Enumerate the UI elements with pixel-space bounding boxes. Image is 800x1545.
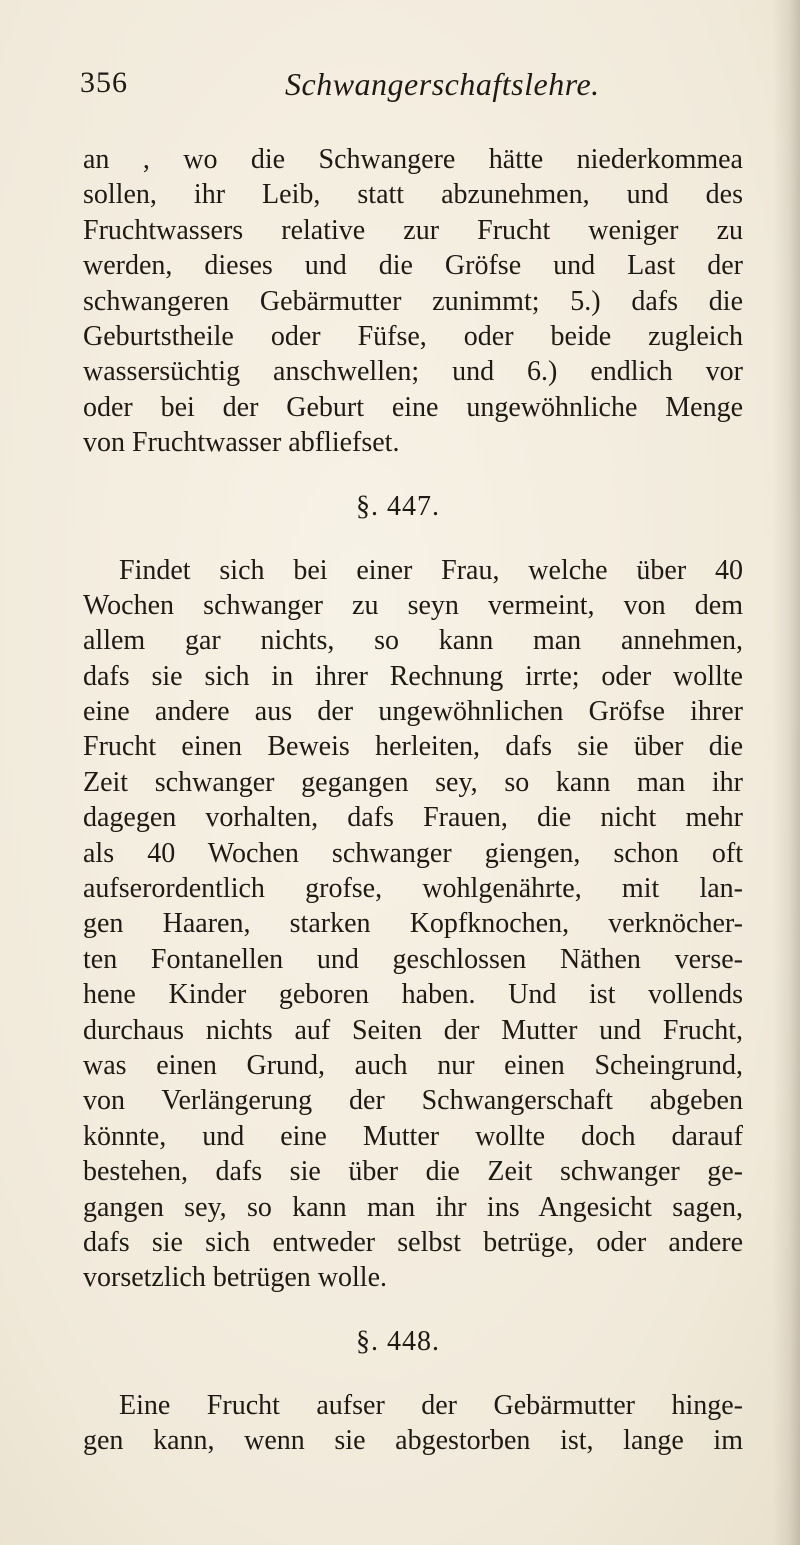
- text-line: dagegen vorhalten, dafs Frauen, die nicht mehr: [83, 802, 743, 834]
- section-heading-448: §. 448.: [356, 1325, 440, 1357]
- text-line: Wochen schwanger zu seyn vermeint, von dem: [83, 589, 743, 621]
- text-line: schwangeren Gebärmutter zunimmt; 5.) dafs die: [83, 285, 743, 317]
- text-line: gangen sey, so kann man ihr ins Angesicht sagen,: [83, 1191, 743, 1223]
- text-line: Findet sich bei einer Frau, welche über 40: [119, 554, 743, 586]
- body-text: [83, 142, 743, 1459]
- paragraph-1: [83, 142, 743, 461]
- text-line: werden, dieses und die Gröfse und Last der: [83, 250, 743, 282]
- text-line: an , wo die Schwangere hätte niederkommea: [83, 144, 743, 175]
- text-line: ten Fontanellen und geschlossen Näthen verse-: [83, 943, 743, 975]
- text-line: aufserordentlich grofse, wohlgenährte, mit lan-: [83, 873, 743, 905]
- text-line: was einen Grund, auch nur einen Scheingrund,: [83, 1049, 743, 1081]
- text-line: allem gar nichts, so kann man annehmen,: [83, 625, 743, 657]
- page-header: [80, 66, 740, 116]
- text-line: oder bei der Geburt eine ungewöhnliche Menge: [83, 391, 743, 423]
- text-line: könnte, und eine Mutter wollte doch darauf: [83, 1120, 743, 1152]
- text-line: sollen, ihr Leib, statt abzunehmen, und des: [83, 179, 743, 211]
- section-heading-447: §. 447.: [356, 490, 440, 522]
- text-line: als 40 Wochen schwanger giengen, schon oft: [83, 837, 743, 869]
- text-line: dafs sie sich entweder selbst betrüge, oder andere: [83, 1226, 743, 1258]
- text-line: Zeit schwanger gegangen sey, so kann man ihr: [83, 766, 743, 798]
- running-title: Schwangerschaftslehre.: [285, 66, 600, 102]
- page-number: 356: [80, 66, 128, 99]
- text-line: von Fruchtwasser abfliefset.: [83, 427, 400, 459]
- text-line: Fruchtwassers relative zur Frucht weniger zu: [83, 214, 743, 246]
- text-line: bestehen, dafs sie über die Zeit schwanger ge-: [83, 1156, 743, 1188]
- text-line: Geburtstheile oder Füfse, oder beide zugleich: [83, 320, 743, 352]
- text-line: wassersüchtig anschwellen; und 6.) endlich vor: [83, 356, 743, 388]
- text-line: dafs sie sich in ihrer Rechnung irrte; oder wollte: [83, 660, 743, 692]
- paragraph-3: [83, 1388, 743, 1459]
- text-line: durchaus nichts auf Seiten der Mutter und Frucht,: [83, 1014, 743, 1046]
- paragraph-2: [83, 553, 743, 1296]
- text-line: vorsetzlich betrügen wolle.: [83, 1262, 388, 1294]
- text-line: hene Kinder geboren haben. Und ist vollends: [83, 979, 743, 1011]
- text-line: eine andere aus der ungewöhnlichen Gröfse ihrer: [83, 696, 743, 728]
- text-line: gen Haaren, starken Kopfknochen, verknöcher-: [83, 908, 743, 940]
- text-line: gen kann, wenn sie abgestorben ist, lange im: [83, 1425, 743, 1457]
- text-line: Frucht einen Beweis herleiten, dafs sie über die: [83, 731, 743, 763]
- text-line: von Verlängerung der Schwangerschaft abgeben: [83, 1085, 743, 1117]
- page-edge-shadow: [772, 0, 800, 1545]
- text-line: Eine Frucht aufser der Gebärmutter hinge-: [119, 1389, 743, 1421]
